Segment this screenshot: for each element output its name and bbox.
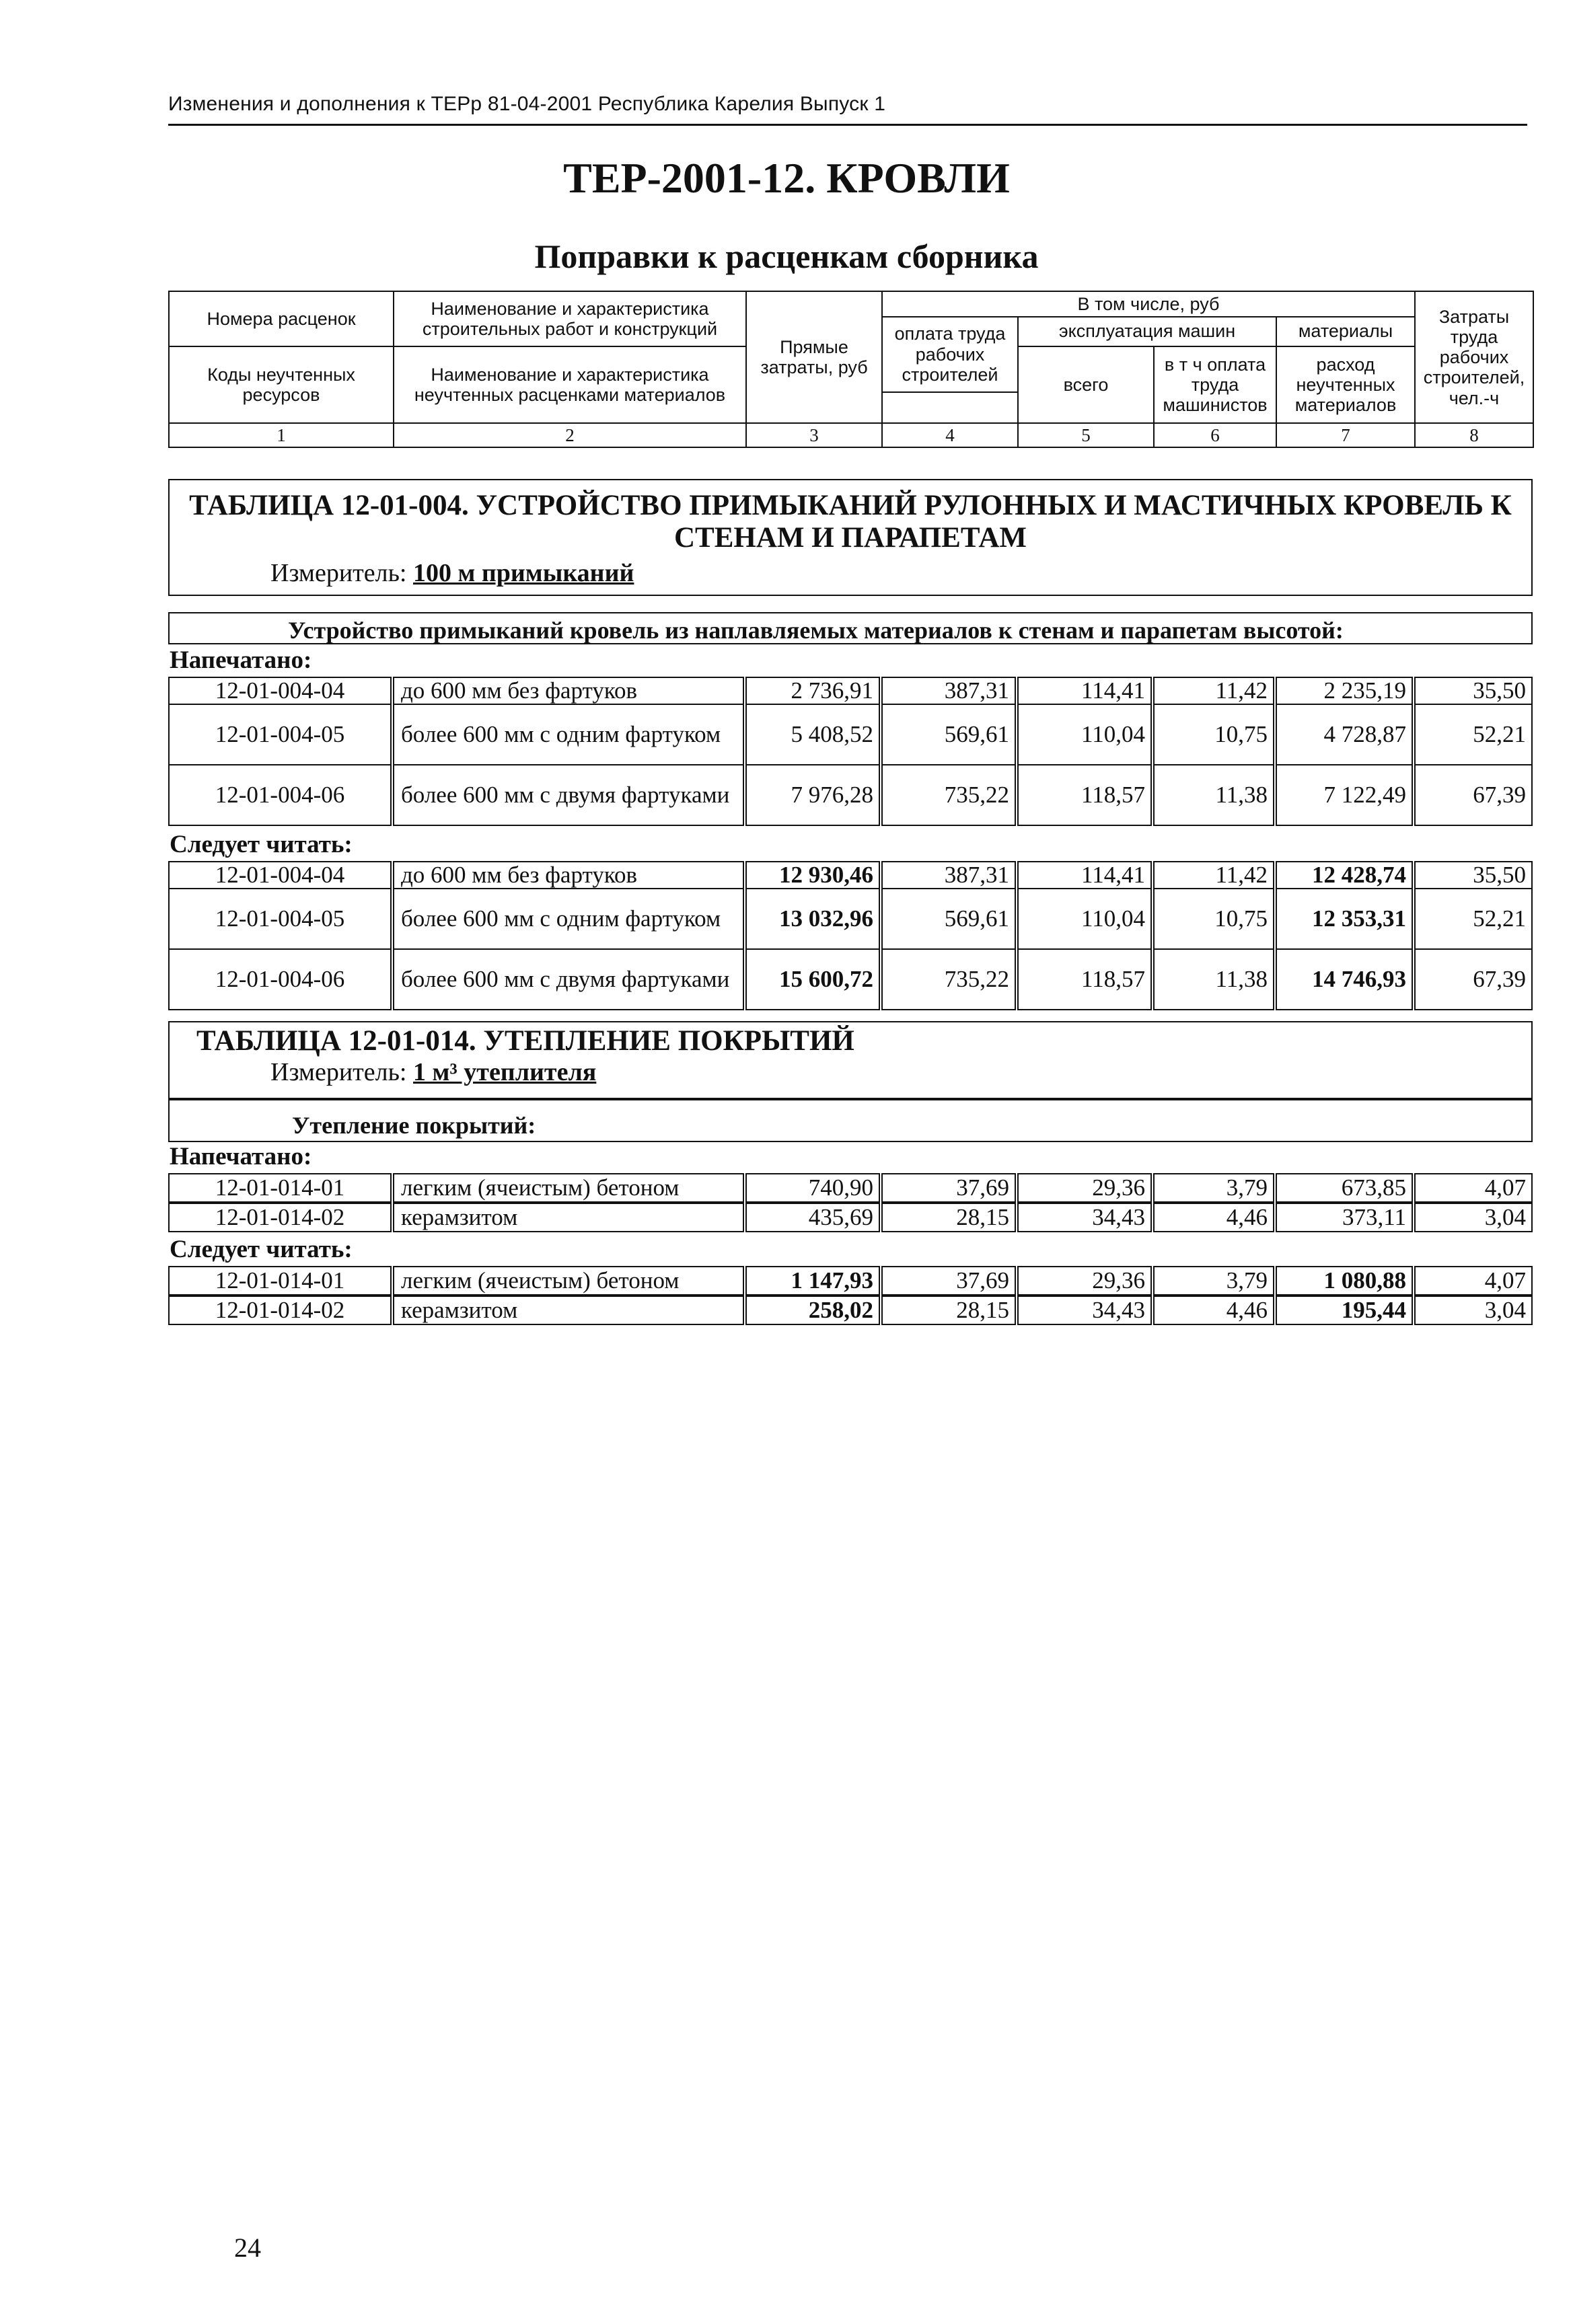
rate-code-cell: 12-01-004-06 — [168, 948, 392, 1010]
header-machines-total: всего — [1018, 346, 1154, 424]
header-labor-hours: Затраты труда рабочих строителей, чел.-ч — [1415, 291, 1533, 423]
table1-subheading-box — [168, 612, 1533, 644]
table1-measure-prefix: Измеритель: — [270, 559, 413, 587]
machines-total-cell: 114,41 — [1017, 861, 1152, 889]
labor-wages-cell: 387,31 — [881, 861, 1016, 889]
table1-measure — [270, 558, 1531, 588]
column-number: 1 — [169, 423, 394, 447]
machinist-wages-cell: 11,38 — [1153, 948, 1274, 1010]
table2-subheading-box — [168, 1098, 1533, 1142]
rate-code-cell: 12-01-004-05 — [168, 888, 392, 950]
machinist-wages-cell: 4,46 — [1153, 1203, 1274, 1232]
materials-cell: 673,85 — [1276, 1173, 1413, 1203]
table-row — [168, 1203, 1533, 1232]
table2-measure — [270, 1057, 1531, 1087]
rate-code-cell: 12-01-014-01 — [168, 1266, 392, 1296]
header-rule — [168, 124, 1527, 126]
header-materials: материалы — [1276, 317, 1415, 346]
labor-hours-cell: 35,50 — [1414, 861, 1533, 889]
page-subtitle: Поправки к расценкам сборника — [534, 237, 1039, 275]
table1-subheading: Устройство примыканий кровель из наплавляемых материалов к стенам и парапетам высотой: — [288, 617, 1344, 644]
header-material-consumption: расход неучтенных материалов — [1276, 346, 1415, 424]
machines-total-cell: 29,36 — [1017, 1266, 1152, 1296]
table-row — [168, 948, 1533, 1010]
machines-total-cell: 34,43 — [1017, 1203, 1152, 1232]
work-name-cell: до 600 мм без фартуков — [393, 861, 744, 889]
table1-title-line2: СТЕНАМ И ПАРАПЕТАМ — [674, 522, 1027, 554]
labor-wages-cell: 569,61 — [881, 888, 1016, 950]
labor-wages-cell: 735,22 — [881, 948, 1016, 1010]
header-machinist-wages: в т ч оплата труда машинистов — [1154, 346, 1276, 424]
column-number: 4 — [882, 423, 1018, 447]
table2-title-block — [168, 1021, 1533, 1100]
machinist-wages-cell: 10,75 — [1153, 704, 1274, 765]
materials-cell: 12 353,31 — [1276, 888, 1413, 950]
machinist-wages-cell: 11,42 — [1153, 677, 1274, 705]
labor-hours-cell: 35,50 — [1414, 677, 1533, 705]
direct-costs-cell: 435,69 — [745, 1203, 880, 1232]
materials-cell: 195,44 — [1276, 1296, 1413, 1325]
direct-costs-cell: 2 736,91 — [745, 677, 880, 705]
rate-code-cell: 12-01-014-02 — [168, 1203, 392, 1232]
materials-cell: 1 080,88 — [1276, 1266, 1413, 1296]
labor-hours-cell: 52,21 — [1414, 888, 1533, 950]
header-work-name: Наименование и характеристика строительных работ и конструкций — [394, 291, 746, 346]
direct-costs-cell: 740,90 — [745, 1173, 880, 1203]
page-number: 24 — [234, 2233, 261, 2263]
header-direct-costs: Прямые затраты, руб — [746, 291, 882, 423]
work-name-cell: легким (ячеистым) бетоном — [393, 1173, 744, 1203]
direct-costs-cell: 15 600,72 — [745, 948, 880, 1010]
machinist-wages-cell: 11,42 — [1153, 861, 1274, 889]
machinist-wages-cell: 3,79 — [1153, 1266, 1274, 1296]
header-labor-wages-cont — [882, 392, 1018, 423]
header-labor-wages: оплата труда рабочих строителей — [882, 317, 1018, 393]
table-row — [168, 1296, 1533, 1325]
table1-title-line1: ТАБЛИЦА 12-01-004. УСТРОЙСТВО ПРИМЫКАНИЙ РУЛОННЫХ И МАСТИЧНЫХ КРОВЕЛЬ К — [189, 490, 1512, 521]
column-number: 8 — [1415, 423, 1533, 447]
labor-hours-cell: 67,39 — [1414, 948, 1533, 1010]
table2-subheading: Утепление покрытий: — [292, 1112, 536, 1139]
table1-measure-value: 100 м примыканий — [413, 559, 634, 587]
machinist-wages-cell: 3,79 — [1153, 1173, 1274, 1203]
column-number: 2 — [394, 423, 746, 447]
work-name-cell: до 600 мм без фартуков — [393, 677, 744, 705]
column-number: 6 — [1154, 423, 1276, 447]
work-name-cell: легким (ячеистым) бетоном — [393, 1266, 744, 1296]
direct-costs-cell: 1 147,93 — [745, 1266, 880, 1296]
direct-costs-cell: 258,02 — [745, 1296, 880, 1325]
rate-code-cell: 12-01-004-04 — [168, 861, 392, 889]
direct-costs-cell: 12 930,46 — [745, 861, 880, 889]
work-name-cell: более 600 мм с двумя фартуками — [393, 764, 744, 826]
rate-code-cell: 12-01-014-02 — [168, 1296, 392, 1325]
labor-wages-cell: 387,31 — [881, 677, 1016, 705]
table-row — [168, 677, 1533, 705]
labor-hours-cell: 3,04 — [1414, 1203, 1533, 1232]
table1-corrected-label: Следует читать: — [170, 831, 353, 858]
work-name-cell: более 600 мм с двумя фартуками — [393, 948, 744, 1010]
labor-wages-cell: 735,22 — [881, 764, 1016, 826]
labor-wages-cell: 28,15 — [881, 1203, 1016, 1232]
page-title: ТЕР-2001-12. КРОВЛИ — [563, 154, 1010, 202]
direct-costs-cell: 7 976,28 — [745, 764, 880, 826]
materials-cell: 12 428,74 — [1276, 861, 1413, 889]
table2-title: ТАБЛИЦА 12-01-014. УТЕПЛЕНИЕ ПОКРЫТИЙ — [196, 1025, 854, 1057]
work-name-cell: более 600 мм с одним фартуком — [393, 888, 744, 950]
direct-costs-cell: 5 408,52 — [745, 704, 880, 765]
materials-cell: 7 122,49 — [1276, 764, 1413, 826]
labor-hours-cell: 52,21 — [1414, 704, 1533, 765]
machines-total-cell: 118,57 — [1017, 764, 1152, 826]
table-row — [168, 861, 1533, 889]
machines-total-cell: 29,36 — [1017, 1173, 1152, 1203]
header-machines: эксплуатация машин — [1018, 317, 1276, 346]
labor-wages-cell: 37,69 — [881, 1266, 1016, 1296]
table-row — [168, 764, 1533, 826]
table-row — [168, 888, 1533, 950]
header-rate-numbers: Номера расценок — [169, 291, 394, 346]
machines-total-cell: 34,43 — [1017, 1296, 1152, 1325]
direct-costs-cell: 13 032,96 — [745, 888, 880, 950]
column-number: 7 — [1276, 423, 1415, 447]
work-name-cell: керамзитом — [393, 1296, 744, 1325]
table-row — [168, 1266, 1533, 1296]
header-including-group: В том числе, руб — [882, 291, 1415, 317]
materials-cell: 2 235,19 — [1276, 677, 1413, 705]
table1-printed-label: Напечатано: — [170, 646, 312, 674]
work-name-cell: более 600 мм с одним фартуком — [393, 704, 744, 765]
machines-total-cell: 118,57 — [1017, 948, 1152, 1010]
machinist-wages-cell: 10,75 — [1153, 888, 1274, 950]
table2-measure-value: 1 м³ утеплителя — [413, 1058, 597, 1086]
labor-wages-cell: 28,15 — [881, 1296, 1016, 1325]
machines-total-cell: 110,04 — [1017, 888, 1152, 950]
materials-cell: 373,11 — [1276, 1203, 1413, 1232]
labor-hours-cell: 4,07 — [1414, 1266, 1533, 1296]
labor-hours-cell: 4,07 — [1414, 1173, 1533, 1203]
table-row — [168, 704, 1533, 765]
machinist-wages-cell: 4,46 — [1153, 1296, 1274, 1325]
header-resource-codes: Коды неучтенных ресурсов — [169, 346, 394, 424]
rate-code-cell: 12-01-004-05 — [168, 704, 392, 765]
machinist-wages-cell: 11,38 — [1153, 764, 1274, 826]
column-number: 3 — [746, 423, 882, 447]
labor-wages-cell: 569,61 — [881, 704, 1016, 765]
table-row — [168, 1173, 1533, 1203]
rate-code-cell: 12-01-004-04 — [168, 677, 392, 705]
table2-corrected-label: Следует читать: — [170, 1236, 353, 1263]
table1-title-block — [168, 479, 1533, 596]
table2-measure-prefix: Измеритель: — [270, 1058, 413, 1086]
labor-wages-cell: 37,69 — [881, 1173, 1016, 1203]
running-header: Изменения и дополнения к ТЕРр 81-04-2001 Республика Карелия Выпуск 1 — [168, 93, 886, 115]
rate-code-cell: 12-01-014-01 — [168, 1173, 392, 1203]
materials-cell: 14 746,93 — [1276, 948, 1413, 1010]
header-material-name: Наименование и характеристика неучтенных расценками материалов — [394, 346, 746, 424]
rate-code-cell: 12-01-004-06 — [168, 764, 392, 826]
column-header-table — [168, 291, 1534, 448]
machines-total-cell: 110,04 — [1017, 704, 1152, 765]
table2-printed-label: Напечатано: — [170, 1143, 312, 1170]
labor-hours-cell: 3,04 — [1414, 1296, 1533, 1325]
machines-total-cell: 114,41 — [1017, 677, 1152, 705]
column-number: 5 — [1018, 423, 1154, 447]
labor-hours-cell: 67,39 — [1414, 764, 1533, 826]
materials-cell: 4 728,87 — [1276, 704, 1413, 765]
work-name-cell: керамзитом — [393, 1203, 744, 1232]
